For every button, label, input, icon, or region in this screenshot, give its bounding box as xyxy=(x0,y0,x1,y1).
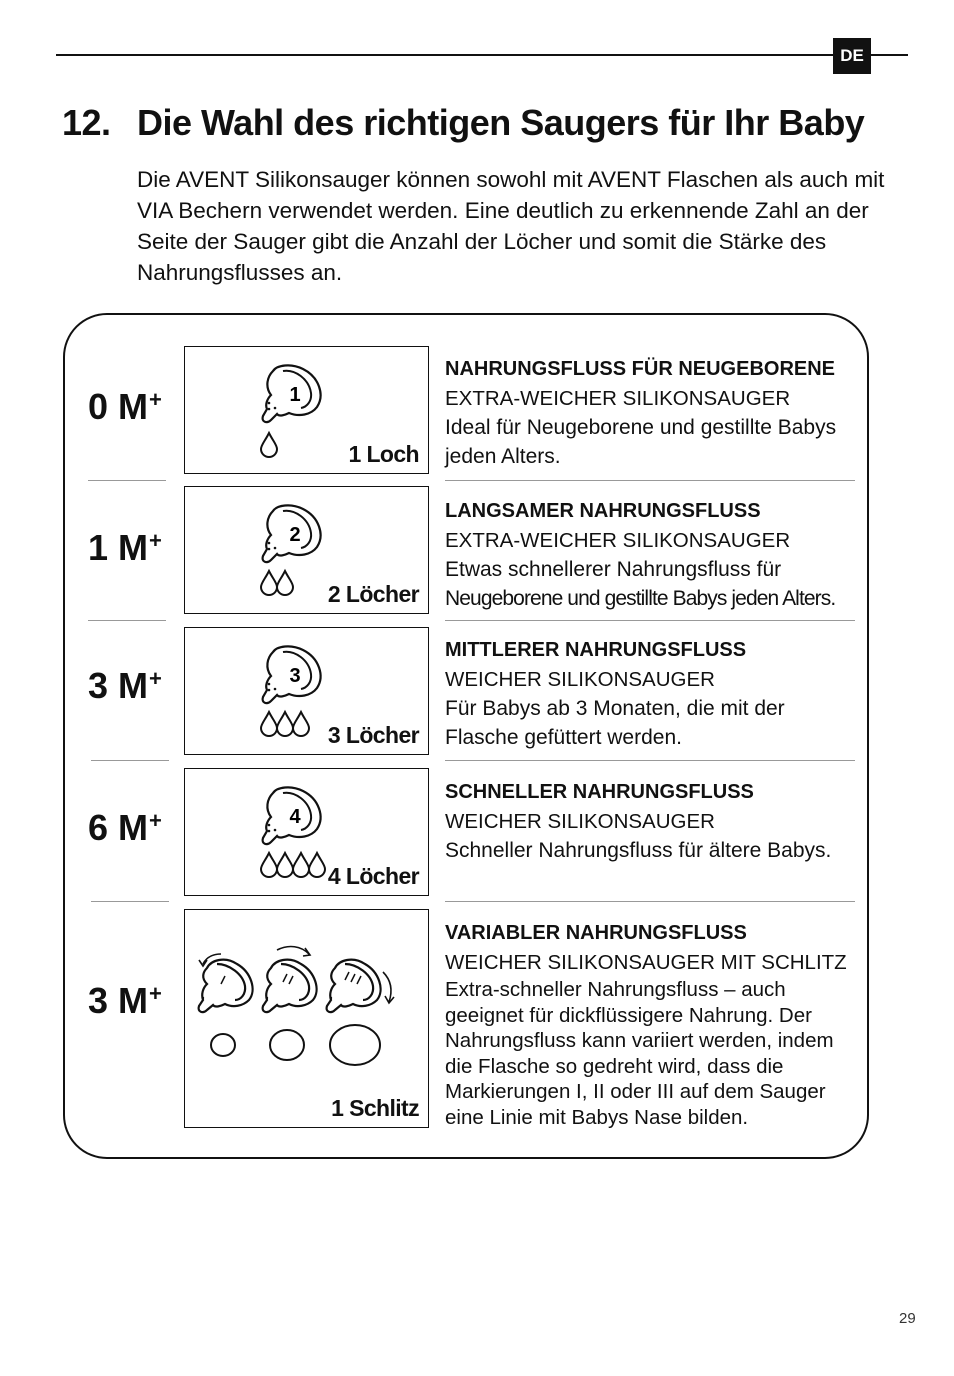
teat-description-1 xyxy=(445,355,860,471)
flow-title: VARIABLER NAHRUNGSFLUSS xyxy=(445,922,747,944)
teat-description-5 xyxy=(445,919,860,1130)
section-number: 12. xyxy=(62,102,111,143)
teat-number: 2 xyxy=(289,524,301,546)
section-intro: Die AVENT Silikonsauger können sowohl mit AVENT Flaschen als auch mit VIA Bechern verwendet werden. Eine deutlich zu erkennende Zahl an der Seite der Sauger gibt die Anzahl der Löcher und somit die Stärke des Nahrungsflusses an. xyxy=(137,167,885,285)
teat-box-3-holes xyxy=(184,627,429,755)
teat-text: Ideal für Neugeborene und gestillte Babys jeden Alters. xyxy=(445,416,837,468)
teat-box-1-hole xyxy=(184,346,429,474)
teat-number: 3 xyxy=(289,665,301,687)
teat-text: Extra-schneller Nahrungsfluss – auch geeignet für dickflüssigere Nahrung. Der Nahrungsfluss kann variiert werden, indem die Flasche so gedreht wird, dass die Markierungen I, II oder III auf dem Sauger eine Linie mit Babys Nase bilden. xyxy=(445,978,834,1129)
flow-title: MITTLERER NAHRUNGSFLUSS xyxy=(445,639,747,661)
teat-text: Schneller Nahrungsfluss für ältere Babys. xyxy=(445,839,832,862)
teat-number: 1 xyxy=(289,384,301,406)
teat-text: Für Babys ab 3 Monaten, die mit der Flasche gefüttert werden. xyxy=(445,697,785,749)
teat-type: WEICHER SILIKONSAUGER xyxy=(445,668,715,691)
divider xyxy=(445,620,855,621)
teat-type: WEICHER SILIKONSAUGER MIT SCHLITZ xyxy=(445,951,847,974)
teat-text-line-1: Etwas schnellerer Nahrungsfluss für xyxy=(445,558,782,581)
holes-label: 3 Löcher xyxy=(327,722,419,748)
section-title: Die Wahl des richtigen Saugers für Ihr Baby xyxy=(137,102,865,143)
age-label-6m: 6 M+ xyxy=(88,807,162,848)
divider xyxy=(445,901,855,902)
teat-description-4 xyxy=(445,778,860,865)
top-rule xyxy=(56,54,908,56)
divider xyxy=(91,901,169,902)
teat-type: EXTRA-WEICHER SILIKONSAUGER xyxy=(445,529,791,552)
teat-box-slit xyxy=(184,909,429,1128)
divider xyxy=(445,480,855,481)
droplets-icon xyxy=(261,571,293,595)
holes-label: 4 Löcher xyxy=(327,863,419,889)
flow-title: NAHRUNGSFLUSS FÜR NEUGEBORENE xyxy=(445,358,836,380)
teat-text-line-2: Neugeborene und gestillte Babys jeden Alters. xyxy=(445,587,836,610)
teat-box-4-holes xyxy=(184,768,429,896)
divider xyxy=(88,620,166,621)
flow-title: LANGSAMER NAHRUNGSFLUSS xyxy=(445,500,761,522)
teat-type: EXTRA-WEICHER SILIKONSAUGER xyxy=(445,387,791,410)
divider xyxy=(445,760,855,761)
section-heading xyxy=(62,102,864,144)
droplets-icon xyxy=(261,712,309,736)
age-label-0m: 0 M+ xyxy=(88,386,162,427)
holes-label: 1 Schlitz xyxy=(331,1095,419,1121)
age-label-1m: 1 M+ xyxy=(88,527,162,568)
teat-box-2-holes xyxy=(184,486,429,614)
flow-size-circles xyxy=(211,1025,380,1065)
language-tag: DE xyxy=(833,38,871,74)
divider xyxy=(88,480,166,481)
teat-description-2 xyxy=(445,497,860,613)
divider xyxy=(91,760,169,761)
flow-title: SCHNELLER NAHRUNGSFLUSS xyxy=(445,781,754,803)
teat-number: 4 xyxy=(289,806,301,828)
droplet-icon xyxy=(261,433,277,457)
holes-label: 1 Loch xyxy=(348,441,419,467)
age-label-3m: 3 M+ xyxy=(88,665,162,706)
droplets-icon xyxy=(261,853,325,877)
teat-description-3 xyxy=(445,636,860,752)
page-number: 29 xyxy=(899,1310,916,1327)
age-label-3m-variable: 3 M+ xyxy=(88,980,162,1021)
holes-label: 2 Löcher xyxy=(327,581,419,607)
teat-type: WEICHER SILIKONSAUGER xyxy=(445,810,715,833)
